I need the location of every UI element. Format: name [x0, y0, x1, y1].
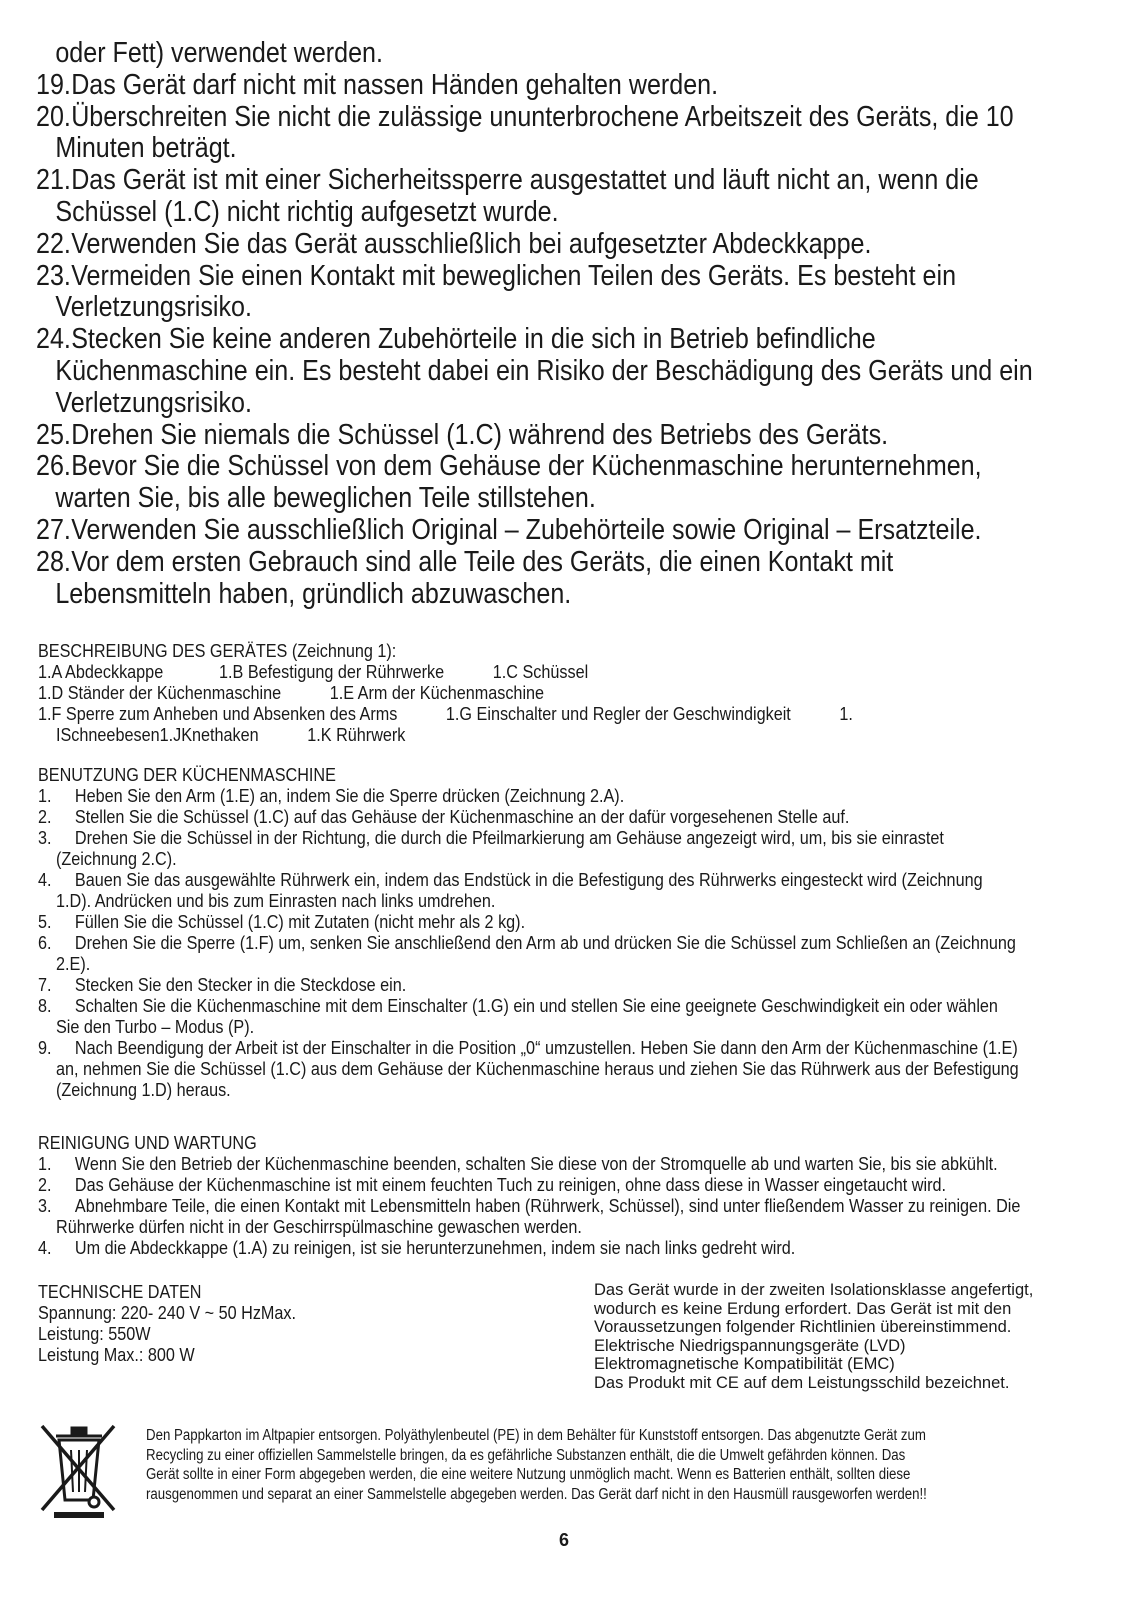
list-item: 1. Wenn Sie den Betrieb der Küchenmaschine beenden, schalten Sie diese von der Stromquelle ab und warten Sie, bis sie abkühlt.: [38, 1154, 998, 1174]
section-heading: BESCHREIBUNG DES GERÄTES (Zeichnung 1):: [38, 641, 397, 661]
conformity-line: Voraussetzungen folgender Richtlinien übereinstimmend.: [594, 1318, 1012, 1337]
list-item-continuation: Schüssel (1.C) nicht richtig aufgesetzt wurde.: [55, 195, 559, 228]
cleaning-section: [38, 1133, 1109, 1259]
list-item-continuation: (Zeichnung 2.C).: [56, 849, 177, 869]
device-description-section: [38, 641, 1091, 746]
list-item-continuation: 2.E).: [56, 954, 91, 974]
list-item-continuation: warten Sie, bis alle beweglichen Teile stillstehen.: [55, 482, 596, 515]
list-item: 28.Vor dem ersten Gebrauch sind alle Teile des Geräts, die einen Kontakt mit: [36, 545, 894, 578]
list-item: 3. Abnehmbare Teile, die einen Kontakt mit Lebensmitteln haben (Rührwerk, Schüssel), sind unter fließendem Wasser zu reinigen. Die: [38, 1196, 1021, 1216]
list-item-continuation: Sie den Turbo – Modus (P).: [56, 1017, 255, 1037]
list-item-continuation: Verletzungsrisiko.: [55, 291, 252, 324]
usage-section: [38, 765, 1109, 1101]
section-heading: BENUTZUNG DER KÜCHENMASCHINE: [38, 765, 336, 785]
disposal-notice: [146, 1426, 1052, 1504]
safety-lead-in: oder Fett) verwendet werden.: [55, 37, 383, 69]
crossed-out-wheelie-bin-icon: [36, 1418, 120, 1518]
section-heading: TECHNISCHE DATEN: [38, 1282, 202, 1302]
list-item: 25.Drehen Sie niemals die Schüssel (1.C) während des Betriebs des Geräts.: [36, 418, 889, 451]
list-item-continuation: Küchenmaschine ein. Es besteht dabei ein Risiko der Beschädigung des Geräts und ein: [55, 354, 1033, 387]
parts-row: 1.A Abdeckkappe 1.B Befestigung der Rührwerke 1.C Schüssel: [38, 662, 589, 682]
spec-line: Leistung Max.: 800 W: [38, 1345, 195, 1365]
list-item: 22.Verwenden Sie das Gerät ausschließlich bei aufgesetzter Abdeckkappe.: [36, 227, 872, 260]
list-item-continuation: Minuten beträgt.: [55, 132, 237, 165]
list-item: 1. Heben Sie den Arm (1.E) an, indem Sie die Sperre drücken (Zeichnung 2.A).: [38, 786, 625, 806]
conformity-line: wodurch es keine Erdung erfordert. Das Gerät ist mit den: [594, 1299, 1012, 1318]
list-item-continuation: Lebensmitteln haben, gründlich abzuwaschen.: [55, 577, 572, 610]
list-item-continuation: (Zeichnung 1.D) heraus.: [56, 1080, 231, 1100]
parts-row: ISchneebesen1.JKnethaken 1.K Rührwerk: [56, 725, 406, 745]
disposal-line: Gerät sollte in einer Form abgegeben werden, die eine weitere Nutzung unmöglich macht. Wenn es Batterien enthält, sollten diese: [146, 1466, 911, 1483]
parts-row: 1.D Ständer der Küchenmaschine 1.E Arm der Küchenmaschine: [38, 683, 545, 703]
list-item-continuation: 1.D). Andrücken und bis zum Einrasten nach links umdrehen.: [56, 891, 496, 911]
list-item: 23.Vermeiden Sie einen Kontakt mit beweglichen Teilen des Geräts. Es besteht ein: [36, 259, 957, 292]
list-item: 27.Verwenden Sie ausschließlich Original – Zubehörteile sowie Original – Ersatzteile.: [36, 513, 982, 546]
list-item: 4. Bauen Sie das ausgewählte Rührwerk ein, indem das Endstück in die Befestigung des Rührwerks eingesteckt wird (Zeichnung: [38, 870, 983, 890]
page-number: 6: [558, 1530, 569, 1550]
list-item-continuation: Rührwerke dürfen nicht in der Geschirrspülmaschine gewaschen werden.: [56, 1217, 582, 1237]
list-item: 20.Überschreiten Sie nicht die zulässige ununterbrochene Arbeitszeit des Geräts, die 10: [36, 100, 1014, 133]
list-item: 7. Stecken Sie den Stecker in die Steckdose ein.: [38, 975, 407, 995]
parts-row: 1.F Sperre zum Anheben und Absenken des Arms 1.G Einschalter und Regler der Geschwindigkeit 1.: [38, 704, 853, 724]
list-item-continuation: an, nehmen Sie die Schüssel (1.C) aus dem Gehäuse der Küchenmaschine heraus und ziehen Sie das Rührwerk aus der Befestigung: [56, 1059, 1019, 1079]
list-item: 5. Füllen Sie die Schüssel (1.C) mit Zutaten (nicht mehr als 2 kg).: [38, 912, 526, 932]
list-item: 8. Schalten Sie die Küchenmaschine mit dem Einschalter (1.G) ein und stellen Sie eine geeignete Geschwindigkeit ein oder wählen: [38, 996, 998, 1016]
conformity-line: Elektromagnetische Kompatibilität (EMC): [594, 1355, 895, 1374]
list-item-continuation: Verletzungsrisiko.: [55, 386, 252, 419]
conformity-line: Das Produkt mit CE auf dem Leistungsschild bezeichnet.: [594, 1373, 1010, 1392]
technical-data-section: [38, 1282, 542, 1366]
list-item: 2. Das Gehäuse der Küchenmaschine ist mit einem feuchten Tuch zu reinigen, ohne dass diese in Wasser eingetaucht wird.: [38, 1175, 946, 1195]
conformity-line: Elektrische Niedrigspannungsgeräte (LVD): [594, 1336, 906, 1355]
section-heading: REINIGUNG UND WARTUNG: [38, 1133, 257, 1153]
list-item: 3. Drehen Sie die Schüssel in der Richtung, die durch die Pfeilmarkierung am Gehäuse angezeigt wird, um, bis sie einrastet: [38, 828, 944, 848]
list-item: 2. Stellen Sie die Schüssel (1.C) auf das Gehäuse der Küchenmaschine an der dafür vorgesehenen Stelle auf.: [38, 807, 850, 827]
spec-line: Spannung: 220- 240 V ~ 50 HzMax.: [38, 1303, 297, 1323]
list-item: 21.Das Gerät ist mit einer Sicherheitssperre ausgestattet und läuft nicht an, wenn die: [36, 164, 979, 197]
disposal-line: rausgenommen und separat an einer Sammelstelle abgegeben werden. Das Gerät darf nicht in den Hausmüll rausgeworfen werden!!: [146, 1485, 927, 1503]
list-item: 9. Nach Beendigung der Arbeit ist der Einschalter in die Position „0“ umzustellen. Heben Sie dann den Arm der Küchenmaschine (1.E): [38, 1038, 1018, 1058]
list-item: 4. Um die Abdeckkappe (1.A) zu reinigen, ist sie herunterzunehmen, indem sie nach links gedreht wird.: [38, 1238, 796, 1258]
conformity-statement: [594, 1281, 1094, 1393]
spec-line: Leistung: 550W: [38, 1324, 151, 1344]
disposal-line: Recycling zu einer offiziellen Sammelstelle bringen, da es gefährliche Substanzen enthält, die die Umwelt gefährden können. Das: [146, 1446, 906, 1464]
list-item: 24.Stecken Sie keine anderen Zubehörteile in die sich in Betrieb befindliche: [36, 323, 876, 356]
disposal-line: Den Pappkarton im Altpapier entsorgen. Polyäthylenbeutel (PE) in dem Behälter für Kunststoff entsorgen. Das abgenutzte Gerät zum: [146, 1427, 926, 1444]
safety-instructions-list: [36, 38, 1096, 610]
list-item: 19.Das Gerät darf nicht mit nassen Händen gehalten werden.: [36, 68, 719, 101]
conformity-line: Das Gerät wurde in der zweiten Isolationsklasse angefertigt,: [594, 1281, 1034, 1299]
list-item: 26.Bevor Sie die Schüssel von dem Gehäuse der Küchenmaschine herunternehmen,: [36, 450, 982, 483]
list-item: 6. Drehen Sie die Sperre (1.F) um, senken Sie anschließend den Arm ab und drücken Sie die Schüssel zum Schließen an (Zeichnung: [38, 933, 1016, 953]
